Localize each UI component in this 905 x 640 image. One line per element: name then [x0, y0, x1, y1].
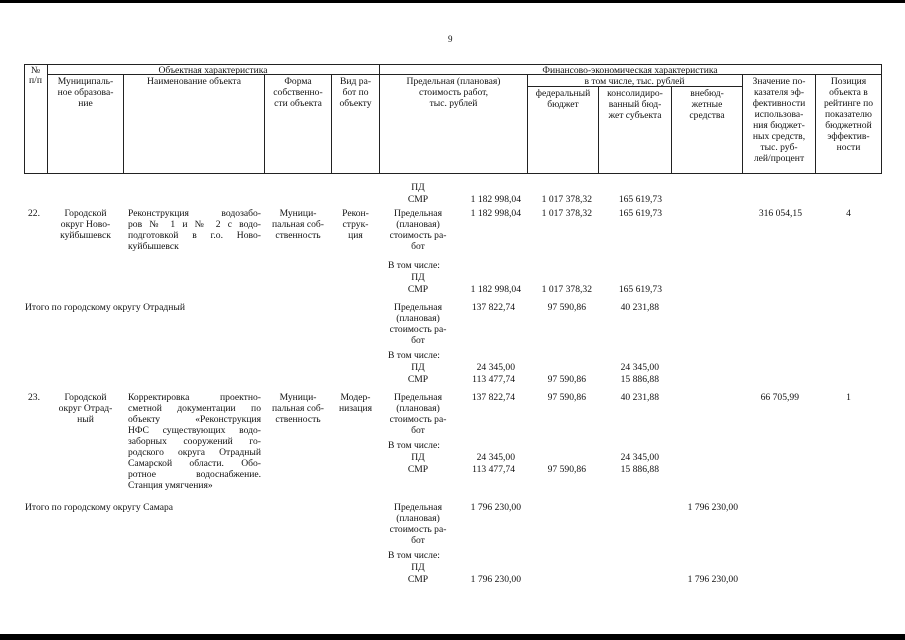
row23-pd-label: ПД: [411, 452, 425, 463]
header-municipality: Муниципаль- ное образова- ние: [57, 76, 114, 109]
scan-top-edge: [0, 0, 905, 3]
subtotal-samara-pd-label: ПД: [411, 562, 425, 573]
header-incl: в том числе, тыс. рублей: [584, 76, 685, 87]
subtotal-otradny-smr-federal: 97 590,86: [547, 374, 586, 385]
subtotal-samara-limit-label: Предельная (плановая) стоимость ра- бот: [389, 502, 447, 546]
header-work-type: Вид ра- бот по объекту: [339, 76, 372, 109]
row23-smr-consolidated: 15 886,88: [620, 464, 659, 475]
row22-num: 22.: [28, 208, 40, 219]
row22-smr-consolidated: 165 619,73: [618, 284, 662, 295]
row23-incl-label: В том числе:: [388, 440, 440, 451]
subtotal-samara-label: Итого по городскому округу Самара: [25, 502, 174, 513]
header-extrabudget: внебюд- жетные средства: [689, 88, 725, 121]
subtotal-otradny-pd-consolidated: 24 345,00: [620, 362, 659, 373]
row23-consolidated: 40 231,88: [620, 392, 659, 403]
carry-smr-total: 1 182 998,04: [470, 194, 521, 205]
row22-incl-label: В том числе:: [388, 260, 440, 271]
subtotal-otradny-limit-label: Предельная (плановая) стоимость ра- бот: [389, 302, 447, 346]
subtotal-samara-total: 1 796 230,00: [470, 502, 521, 513]
row23-pd-consolidated: 24 345,00: [620, 452, 659, 463]
row22-smr-label: СМР: [407, 284, 429, 295]
row22-ownership: Муници- пальная соб- ственность: [272, 208, 324, 241]
subtotal-otradny-federal: 97 590,86: [547, 302, 586, 313]
subtotal-otradny-consolidated: 40 231,88: [620, 302, 659, 313]
row23-smr-federal: 97 590,86: [547, 464, 586, 475]
row23-pd-total: 24 345,00: [476, 452, 515, 463]
row22-pd-label: ПД: [411, 272, 425, 283]
subtotal-samara-smr-total: 1 796 230,00: [470, 574, 521, 585]
row22-total: 1 182 998,04: [470, 208, 521, 219]
row22-municipality: Городской округ Ново- куйбышевск: [60, 208, 111, 241]
subtotal-otradny-total: 137 822,74: [471, 302, 515, 313]
subtotal-otradny-pd-label: ПД: [411, 362, 425, 373]
header-num-top: №: [30, 65, 41, 76]
row22-federal: 1 017 378,32: [541, 208, 592, 219]
row23-limit-label: Предельная (плановая) стоимость ра- бот: [389, 392, 447, 436]
subtotal-samara-smr-label: СМР: [407, 574, 429, 585]
header-finance-group: Финансово-экономическая характеристика: [542, 65, 718, 76]
subtotal-otradny-incl-label: В том числе:: [388, 350, 440, 361]
subtotal-samara-smr-extrabudget: 1 796 230,00: [687, 574, 738, 585]
col-line: [123, 75, 124, 174]
carry-pd-label: ПД: [411, 182, 425, 193]
carry-smr-consolidated: 165 619,73: [618, 194, 662, 205]
row22-work-type: Рекон- струк- ция: [342, 208, 369, 241]
row22-efficiency: 316 054,15: [758, 208, 802, 219]
header-limit-cost: Предельная (плановая) стоимость работ, тыс. рублей: [406, 76, 501, 109]
row23-federal: 97 590,86: [547, 392, 586, 403]
row23-num: 23.: [28, 392, 40, 403]
row22-position: 4: [846, 208, 851, 219]
header-consolidated: консолидиро- ванный бюд- жет субъекта: [607, 88, 663, 121]
row23-position: 1: [846, 392, 851, 403]
page-number: 9: [448, 34, 453, 44]
subtotal-samara-incl-label: В том числе:: [388, 550, 440, 561]
row22-consolidated: 165 619,73: [618, 208, 662, 219]
header-efficiency: Значение по- казателя эф- фективности использова- ния бюджет- ных средств, тыс. руб- лей/процент: [752, 76, 806, 164]
row23-ownership: Муници- пальная соб- ственность: [272, 392, 324, 425]
col-line: [881, 64, 882, 174]
carry-smr-federal: 1 017 378,32: [541, 194, 592, 205]
carry-smr-label: СМР: [407, 194, 429, 205]
row22-limit-label: Предельная (плановая) стоимость ра- бот: [389, 208, 447, 252]
row23-smr-total: 113 477,74: [472, 464, 515, 475]
row23-total: 137 822,74: [471, 392, 515, 403]
row23-municipality: Городской округ Отрад- ный: [58, 392, 113, 425]
subtotal-otradny-smr-label: СМР: [407, 374, 429, 385]
subtotal-samara-extrabudget: 1 796 230,00: [687, 502, 738, 513]
subtotal-otradny-smr-consolidated: 15 886,88: [620, 374, 659, 385]
row23-efficiency: 66 705,99: [760, 392, 799, 403]
subtotal-otradny-pd-total: 24 345,00: [476, 362, 515, 373]
row23-smr-label: СМР: [407, 464, 429, 475]
header-ownership: Форма собственно- сти объекта: [273, 76, 323, 109]
row22-smr-total: 1 182 998,04: [470, 284, 521, 295]
row23-object: Корректировка проектно- сметной документации по объекту «Реконструкция НФС существующих водо- заборных сооружений го- родского округа Отрадный Самарской области. Обо- ротное водоснабжение. Станция умягчения»: [128, 392, 261, 491]
subtotal-otradny-smr-total: 113 477,74: [472, 374, 515, 385]
header-position: Позиция объекта в рейтинге по показателю бюджетной эффектив- ности: [823, 76, 874, 153]
row23-work-type: Модер- низация: [339, 392, 372, 414]
row22-smr-federal: 1 017 378,32: [541, 284, 592, 295]
header-num-bottom: п/п: [29, 75, 42, 86]
header-federal: федеральный бюджет: [535, 88, 591, 110]
subtotal-otradny-label: Итого по городскому округу Отрадный: [25, 302, 185, 313]
row22-object: Реконструкция водозабо- ров № 1 и № 2 с водо- подготовкой в г.о. Ново- куйбышевск: [128, 208, 261, 252]
header-object-name: Наименование объекта: [147, 76, 241, 87]
header-object-group: Объектная характеристика: [158, 65, 268, 76]
header-bottom-border: [24, 173, 882, 174]
scan-bottom-edge: [0, 634, 905, 640]
